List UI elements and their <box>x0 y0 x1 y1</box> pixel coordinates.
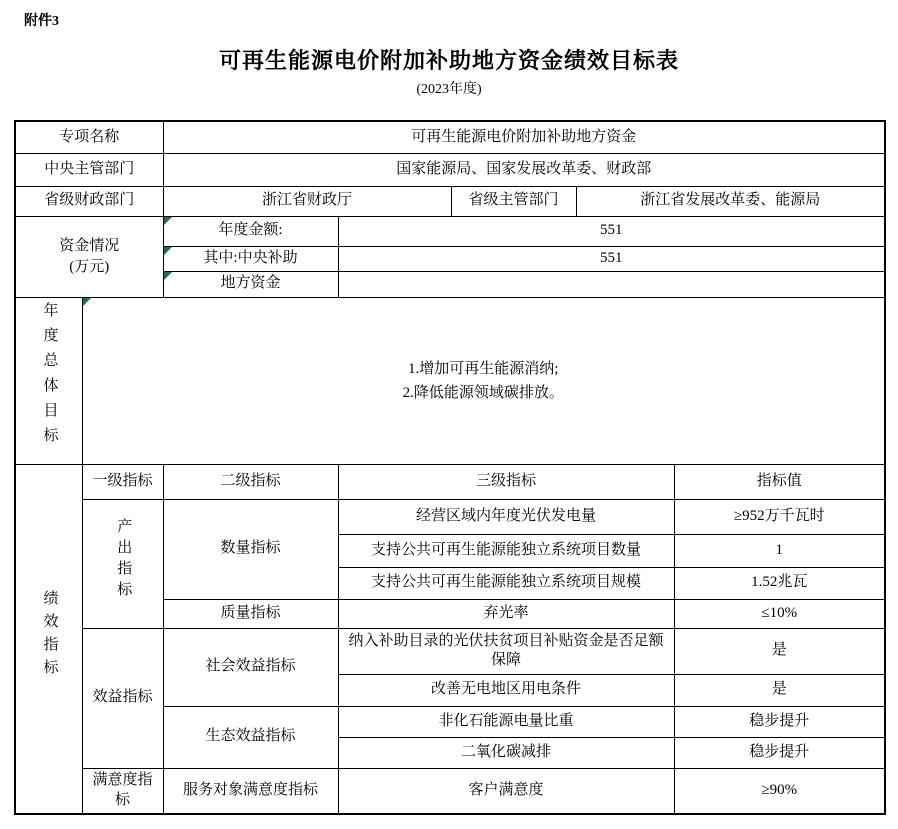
page-subtitle: (2023年度) <box>416 82 482 97</box>
provincial-dept-value-cell: 浙江省发展改革委、能源局 <box>576 186 885 216</box>
annual-goal-line: 1.增加可再生能源消纳; <box>408 360 559 377</box>
satisfaction-indicator-label-cell: 满意度指标 <box>82 768 163 814</box>
quantity-indicator-label-cell: 数量指标 <box>163 499 338 599</box>
attachment-label: 附件3 <box>24 14 59 29</box>
provincial-finance-value-cell: 浙江省财政厅 <box>163 186 451 216</box>
table-row <box>15 499 885 534</box>
central-subsidy-label-cell <box>163 246 338 271</box>
table-row <box>15 153 885 186</box>
project-name-value-cell: 可再生能源电价附加补助地方资金 <box>163 121 885 153</box>
benefit-indicator-label-cell: 效益指标 <box>82 628 163 768</box>
central-subsidy-label: 其中:中央补助 <box>203 249 298 266</box>
indicator-value-cell: ≤10% <box>674 599 885 628</box>
excel-flag-icon <box>83 298 91 306</box>
output-indicator-label: 产出指标 <box>115 518 132 603</box>
table-row <box>15 121 885 153</box>
header-level1-cell: 一级指标 <box>82 464 163 499</box>
indicator-cell: 纳入补助目录的光伏扶贫项目补贴资金是否足额保障 <box>338 628 674 674</box>
performance-target-table <box>14 120 886 815</box>
indicator-value-cell: 1.52兆瓦 <box>674 567 885 599</box>
header-value-cell: 指标值 <box>674 464 885 499</box>
annual-goal-content-cell <box>82 297 885 464</box>
indicator-cell: 支持公共可再生能源能独立系统项目数量 <box>338 534 674 567</box>
table-row <box>15 186 885 216</box>
provincial-finance-label-cell: 省级财政部门 <box>15 186 163 216</box>
table-row <box>15 464 885 499</box>
table-row <box>15 216 885 246</box>
indicator-cell: 经营区域内年度光伏发电量 <box>338 499 674 534</box>
funding-section-label-line2: (万元) <box>69 258 110 275</box>
excel-flag-icon <box>164 217 172 225</box>
indicator-value-cell: ≥952万千瓦时 <box>674 499 885 534</box>
central-dept-value-cell: 国家能源局、国家发展改革委、财政部 <box>163 153 885 186</box>
excel-flag-icon <box>164 272 172 280</box>
annual-amount-label-cell <box>163 216 338 246</box>
funding-section-label-cell <box>15 216 163 297</box>
indicator-cell: 非化石能源电量比重 <box>338 706 674 737</box>
indicator-cell: 客户满意度 <box>338 768 674 814</box>
output-indicator-label-cell <box>82 499 163 628</box>
indicator-value-cell: ≥90% <box>674 768 885 814</box>
indicator-value-cell: 稳步提升 <box>674 706 885 737</box>
central-dept-label-cell: 中央主管部门 <box>15 153 163 186</box>
table-row <box>15 628 885 674</box>
eco-benefit-label-cell: 生态效益指标 <box>163 706 338 768</box>
performance-indicator-label-cell <box>15 464 82 814</box>
local-fund-label: 地方资金 <box>220 275 281 292</box>
indicator-value-cell: 是 <box>674 674 885 706</box>
table-row <box>15 768 885 814</box>
annual-goal-label: 年度总体目标 <box>41 302 58 453</box>
quality-indicator-label-cell: 质量指标 <box>163 599 338 628</box>
indicator-value-cell: 稳步提升 <box>674 737 885 768</box>
project-name-label-cell: 专项名称 <box>15 121 163 153</box>
indicator-cell: 二氧化碳减排 <box>338 737 674 768</box>
provincial-dept-label-cell: 省级主管部门 <box>451 186 576 216</box>
indicator-value-cell: 是 <box>674 628 885 674</box>
excel-flag-icon <box>164 247 172 255</box>
service-satisfaction-label-cell: 服务对象满意度指标 <box>163 768 338 814</box>
local-fund-value-cell <box>338 271 885 297</box>
annual-goal-line: 2.降低能源领域碳排放。 <box>402 384 564 401</box>
header-level3-cell: 三级指标 <box>338 464 674 499</box>
funding-section-label-line1: 资金情况 <box>59 237 120 254</box>
indicator-cell: 支持公共可再生能源能独立系统项目规模 <box>338 567 674 599</box>
table-row <box>15 297 885 464</box>
indicator-cell: 改善无电地区用电条件 <box>338 674 674 706</box>
annual-amount-label: 年度金额: <box>218 222 283 239</box>
page-title: 可再生能源电价附加补助地方资金绩效目标表 <box>218 48 679 73</box>
header-level2-cell: 二级指标 <box>163 464 338 499</box>
social-benefit-label-cell: 社会效益指标 <box>163 628 338 706</box>
indicator-value-cell: 1 <box>674 534 885 567</box>
indicator-cell: 弃光率 <box>338 599 674 628</box>
performance-indicator-label: 绩效指标 <box>41 589 58 682</box>
annual-goal-label-cell <box>15 297 82 464</box>
local-fund-label-cell <box>163 271 338 297</box>
central-subsidy-value-cell: 551 <box>338 246 885 271</box>
annual-amount-value-cell: 551 <box>338 216 885 246</box>
